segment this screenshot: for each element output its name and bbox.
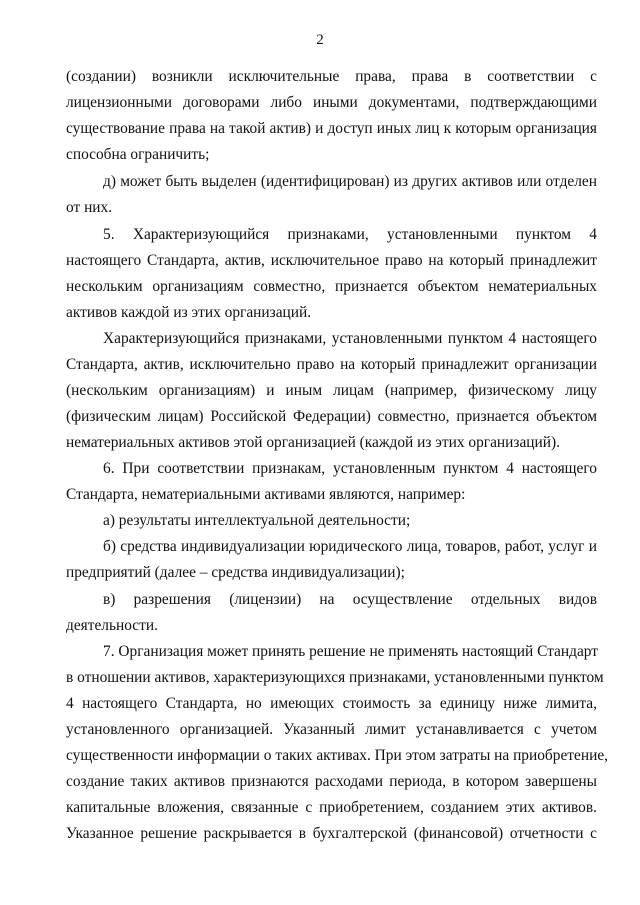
text-line: (физическим лицам) Российской Федерации) совместно, признается объектом — [66, 408, 597, 425]
text-line: существование права на такой актив) и доступ иных лиц к которым организация — [66, 120, 597, 137]
text-line: способна ограничить; — [66, 146, 210, 163]
text-line: (создании) возникли исключительные права, права в соответствии с — [66, 68, 597, 85]
text-line: Указанное решение раскрывается в бухгалтерской (финансовой) отчетности с — [66, 825, 597, 842]
text-line: 4 настоящего Стандарта, но имеющих стоимость за единицу ниже лимита, — [66, 695, 597, 712]
text-line: деятельности. — [66, 617, 158, 634]
text-line: д) может быть выделен (идентифицирован) из других активов или отделен — [103, 173, 597, 190]
text-line: а) результаты интеллектуальной деятельности; — [103, 512, 411, 529]
text-line: в) разрешения (лицензии) на осуществление отдельных видов — [103, 591, 597, 608]
text-line: Характеризующийся признаками, установленными пунктом 4 настоящего — [103, 330, 597, 347]
text-line: капитальные вложения, связанные с приобретением, созданием этих активов. — [66, 799, 597, 816]
page-number: 2 — [316, 32, 324, 48]
text-line: 5. Характеризующийся признаками, установленными пунктом 4 — [103, 226, 597, 243]
text-line: Стандарта, актив, исключительно право на который принадлежит организации — [66, 356, 597, 373]
text-line: от них. — [66, 199, 113, 216]
text-line: активов каждой из этих организаций. — [66, 304, 312, 321]
text-line: настоящего Стандарта, актив, исключительное право на который принадлежит — [66, 252, 597, 269]
text-line: б) средства индивидуализации юридического лица, товаров, работ, услуг и — [103, 538, 597, 555]
text-line: в отношении активов, характеризующихся признаками, установленными пунктом — [66, 669, 604, 686]
text-line: 6. При соответствии признакам, установленным пунктом 4 настоящего — [103, 460, 597, 477]
text-line: нескольким организациям совместно, признается объектом нематериальных — [66, 278, 597, 295]
text-line: создание таких активов признаются расходами периода, в котором завершены — [66, 773, 597, 790]
text-line: лицензионными договорами либо иными документами, подтверждающими — [66, 94, 597, 111]
text-line: Стандарта, нематериальными активами являются, например: — [66, 486, 466, 503]
text-line: предприятий (далее – средства индивидуализации); — [66, 564, 405, 581]
text-line: 7. Организация может принять решение не применять настоящий Стандарт — [103, 643, 599, 660]
text-line: установленного организацией. Указанный лимит устанавливается с учетом — [66, 721, 597, 738]
text-line: существенности информации о таких активах. При этом затраты на приобретение, — [66, 747, 608, 764]
text-line: нематериальных активов этой организацией (каждой из этих организаций). — [66, 434, 560, 451]
text-line: (нескольким организациям) и иным лицам (например, физическому лицу — [66, 382, 597, 399]
